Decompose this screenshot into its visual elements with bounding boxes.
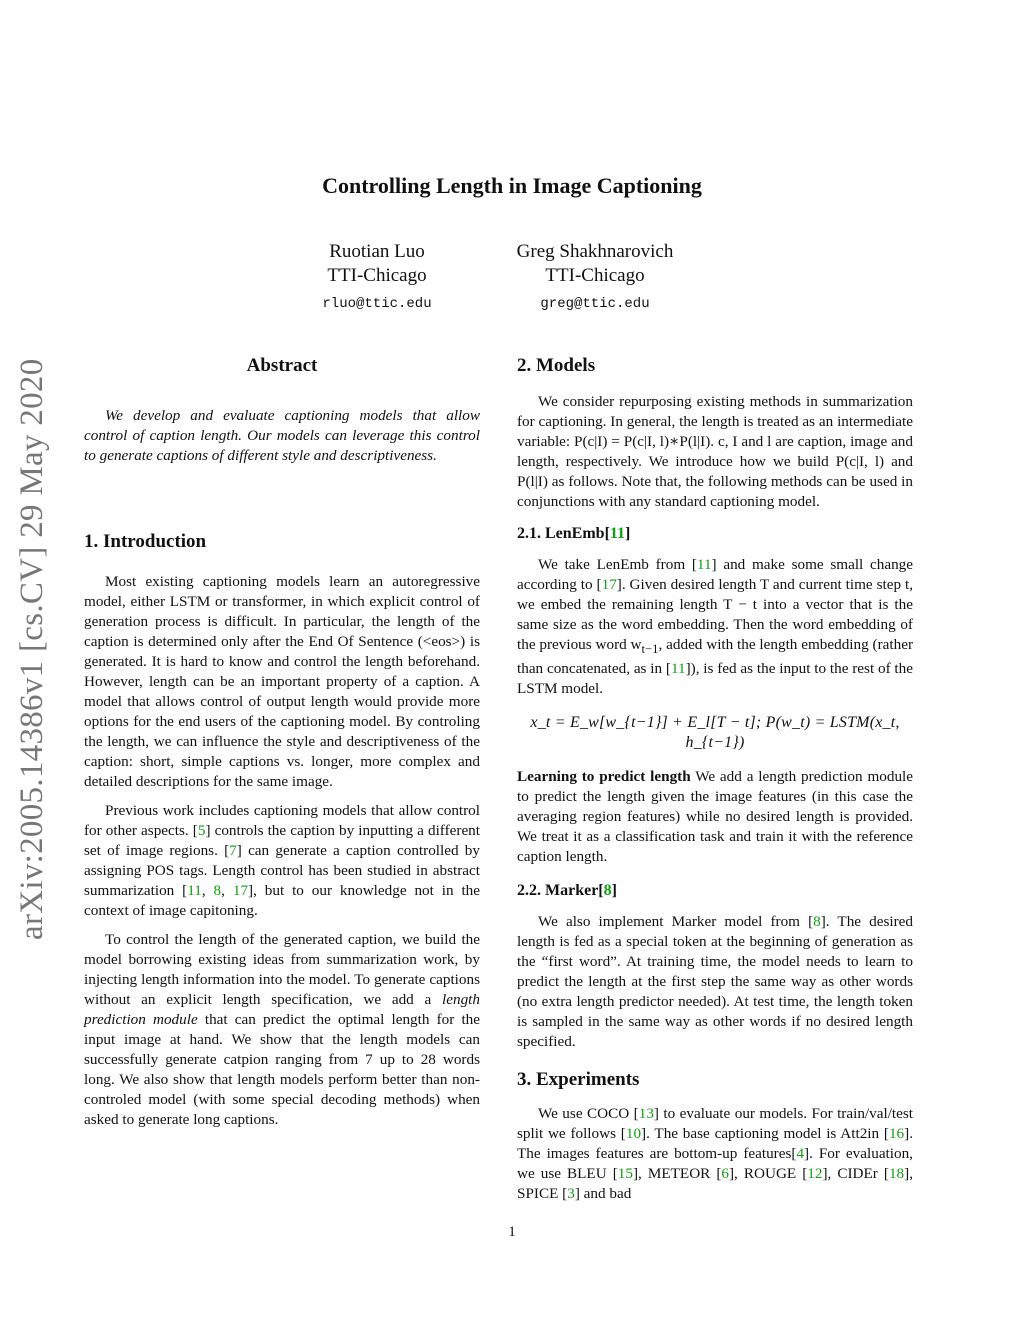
author-affiliation: TTI-Chicago (545, 265, 645, 286)
author-1 (257, 240, 497, 316)
citation-link[interactable]: 7 (229, 842, 237, 859)
citation-link[interactable]: 4 (796, 1145, 805, 1163)
lenemb-paragraph: We take LenEmb from [11] and make some small change according to [17]. Given desired length T and current time step t, we embed the remaining length T − t into a vector that is the same size as the word embedding. Then the word embedding of the previous word $w_{t-1}$, added with the length embedding (rather than concatenated, as in [11]), is fed as the input to the rest of the LSTM model. (517, 556, 914, 698)
citation-link[interactable]: 11 (670, 660, 686, 678)
experiments-heading: 3. Experiments (517, 1069, 640, 1091)
citation-link[interactable]: 10 (625, 1125, 642, 1143)
marker-paragraph: We also implement Marker model from [8]. The desired length is fed as a special token at the beginning of generation as the “first word”. At training time, the model needs to learn to predict the length at the first step the same way as other words (no extra length predictor needed). At test time, the length token is sampled in the same way as other words if no desired length specified. (517, 913, 913, 1051)
citation-link[interactable]: 17 (232, 882, 249, 899)
citation-link[interactable]: 3 (567, 1185, 575, 1203)
citation-link[interactable]: 5 (197, 822, 206, 839)
citation-link[interactable]: 8 (813, 913, 821, 931)
abstract-heading: Abstract (246, 355, 318, 376)
citation-link[interactable]: 13 (638, 1105, 654, 1123)
intro-paragraph-1: Most existing captioning models learn an autoregressive model, either LSTM or transformer, in which explicit control of generation process is difficult. In particular, the length of the caption is determined only after the End Of Sentence (<eos>) is generated. It is hard to know and control the length beforehand. However, length can be an important property of a caption. A model that allows control of output length would provide more options for the end users of the captioning model. By controling the length, we can influence the style and descriptiveness of the caption: short, simple captions vs. longer, more complex and detailed descriptions for the same image. (84, 573, 480, 790)
citation-link[interactable]: 11 (187, 882, 202, 899)
citation-link[interactable]: 16 (888, 1125, 905, 1143)
citation-link[interactable]: 8 (603, 882, 612, 900)
author-email: greg@ttic.edu (540, 296, 650, 312)
citation-link[interactable]: 17 (601, 576, 617, 593)
author-name: Greg Shakhnarovich (516, 241, 674, 262)
citation-link[interactable]: 6 (721, 1165, 729, 1183)
models-heading: 2. Models (517, 355, 596, 376)
citation-link[interactable]: 15 (617, 1165, 633, 1183)
abstract-text: We develop and evaluate captioning models that allow control of caption length. Our models can leverage this control to generate captions of different style and descriptiveness. (84, 407, 480, 464)
author-2 (475, 240, 715, 316)
intro-paragraph-2: Previous work includes captioning models that allow control for other aspects. [5] controls the caption by inputting a different set of image regions. [7] can generate a caption controlled by assigning POS tags. Length control has been studied in abstract summarization [11, 8, 17], but to our knowledge not in the context of image capitoning. (84, 802, 481, 919)
citation-link[interactable]: 11 (696, 556, 712, 573)
left-column (84, 352, 480, 1139)
intro-heading: 1. Introduction (84, 531, 207, 552)
paper-title: Controlling Length in Image Captioning (322, 173, 702, 198)
models-paragraph: We consider repurposing existing methods in summarization for captioning. In general, the length is treated as an intermediate variable: P(c|I) = P(c|I, l)∗P(l|I). c, I and l are caption, image and length, respectively. We introduce how we build P(c|I, l) and P(l|I) as follows. Note that, the following methods can be used in conjunctions with any standard captioning model. (517, 393, 913, 510)
learning-length-paragraph: Learning to predict length We add a length prediction module to predict the length given the image features (in this case the averaging region features) while no desired length is provided. We treat it as a classification task and train it with the reference caption length. (517, 768, 914, 866)
citation-link[interactable]: 12 (807, 1165, 823, 1183)
marker-heading: 2.2. Marker[8] (517, 882, 617, 900)
page-number: 1 (508, 1224, 516, 1240)
lenemb-heading: 2.1. LenEmb[11] (517, 525, 631, 542)
author-affiliation: TTI-Chicago (327, 265, 427, 286)
arxiv-stamp: arXiv:2005.14386v1 [cs.CV] 29 May 2020 (14, 358, 50, 940)
intro-paragraph-3: To control the length of the generated caption, we build the model borrowing existing ideas from summarization work, by injecting length information into the model. To generate captions without an explicit length specification, we add a length prediction module that can predict the optimal length for the input image at hand. We show that the length models can successfully generate catpion ranging from 7 up to 28 words long. We also show that length models perform better than non-controled model (with some special decoding methods) when asked to generate long captions. (84, 931, 480, 1128)
author-name: Ruotian Luo (329, 241, 425, 262)
right-column (517, 352, 913, 1213)
experiments-paragraph: We use COCO [13] to evaluate our models. For train/val/test split we follows [10]. The base captioning model is Att2in [16]. The images features are bottom-up features[4]. For evaluation, we use BLEU [15], METEOR [6], ROUGE [12], CIDEr [18], SPICE [3] and bad (517, 1105, 914, 1203)
citation-link[interactable]: 18 (888, 1165, 905, 1183)
citation-link[interactable]: 8 (213, 882, 222, 899)
equation: x_t = E_w[w_{t−1}] + E_l[T − t]; P(w_t) = LSTM(x_t, h_{t−1}) (530, 714, 900, 752)
citation-link[interactable]: 11 (609, 525, 626, 542)
author-email: rluo@ttic.edu (322, 296, 432, 312)
